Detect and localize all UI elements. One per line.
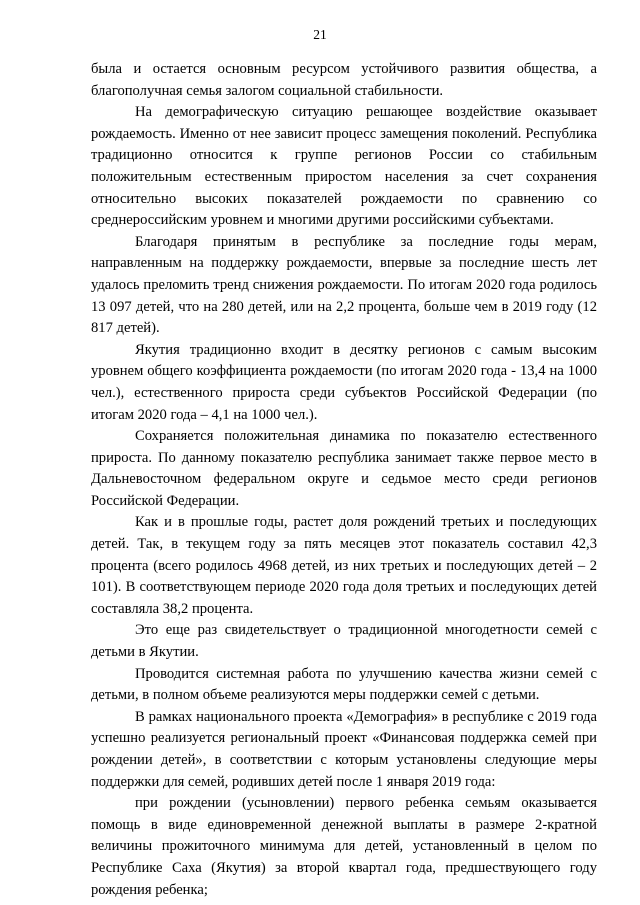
page-number: 21	[313, 27, 327, 42]
paragraph-demographic-situation: На демографическую ситуацию решающее воздействие оказывает рождаемость. Именно от нее зависит процесс замещения поколений. Республика традиционно относится к группе регионов России со стабильным положительным естественным приростом населения за счет сохранения относительно высоких показателей рождаемости по сравнению со среднероссийским уровнем и многими другими российскими субъектами.	[91, 104, 597, 229]
paragraph-national-project: В рамках национального проекта «Демография» в республике с 2019 года успешно реализуется региональный проект «Финансовая поддержка семей при рождении детей», в соответствии с которым установлены следующие меры поддержки для семей, родивших детей после 1 января 2019 года:	[91, 708, 597, 790]
body-text	[91, 59, 597, 901]
paragraph-top-ten-regions: Якутия традиционно входит в десятку регионов с самым высоким уровнем общего коэффициента рождаемости (по итогам 2020 года - 13,4 на 1000 чел.), естественного прироста среди субъектов Российской Федерации (по итогам 2020 года – 4,1 на 1000 чел.).	[91, 341, 597, 423]
paragraph-quality-of-life: Проводится системная работа по улучшению качества жизни семей с детьми, в полном объеме реализуются меры поддержки семей с детьми.	[91, 665, 597, 704]
paragraph-third-children: Как и в прошлые годы, растет доля рождений третьих и последующих детей. Так, в текущем году за пять месяцев этот показатель составил 42,3 процента (всего родилось 4968 детей, из них третьих и последующих детей – 2 101). В соответствующем периоде 2020 года доля третьих и последующих детей составляла 38,2 процента.	[91, 514, 597, 617]
paragraph-continuation: была и остается основным ресурсом устойчивого развития общества, а благополучная семья залогом социальной стабильности.	[91, 61, 597, 99]
paragraph-birth-rate-measures: Благодаря принятым в республике за последние годы мерам, направленным на поддержку рождаемости, впервые за последние шесть лет удалось преломить тренд снижения рождаемости. По итогам 2020 года родилось 13 097 детей, что на 280 детей, или на 2,2 процента, больше чем в 2019 году (12 817 детей).	[91, 233, 597, 337]
paragraph-large-families: Это еще раз свидетельствует о традиционной многодетности семей с детьми в Якутии.	[91, 622, 597, 661]
paragraph-natural-growth: Сохраняется положительная динамика по показателю естественного прироста. По данному показателю республика занимает также первое место в Дальневосточном федеральном округе и седьмое место среди регионов Российской Федерации.	[91, 428, 597, 509]
paragraph-first-child-support: при рождении (усыновлении) первого ребенка семьям оказывается помощь в виде единовременной денежной выплаты в размере 2-кратной величины прожиточного минимума для детей, установленный в целом по Республике Саха (Якутия) за второй квартал года, предшествующего году рождения ребенка;	[91, 795, 597, 898]
